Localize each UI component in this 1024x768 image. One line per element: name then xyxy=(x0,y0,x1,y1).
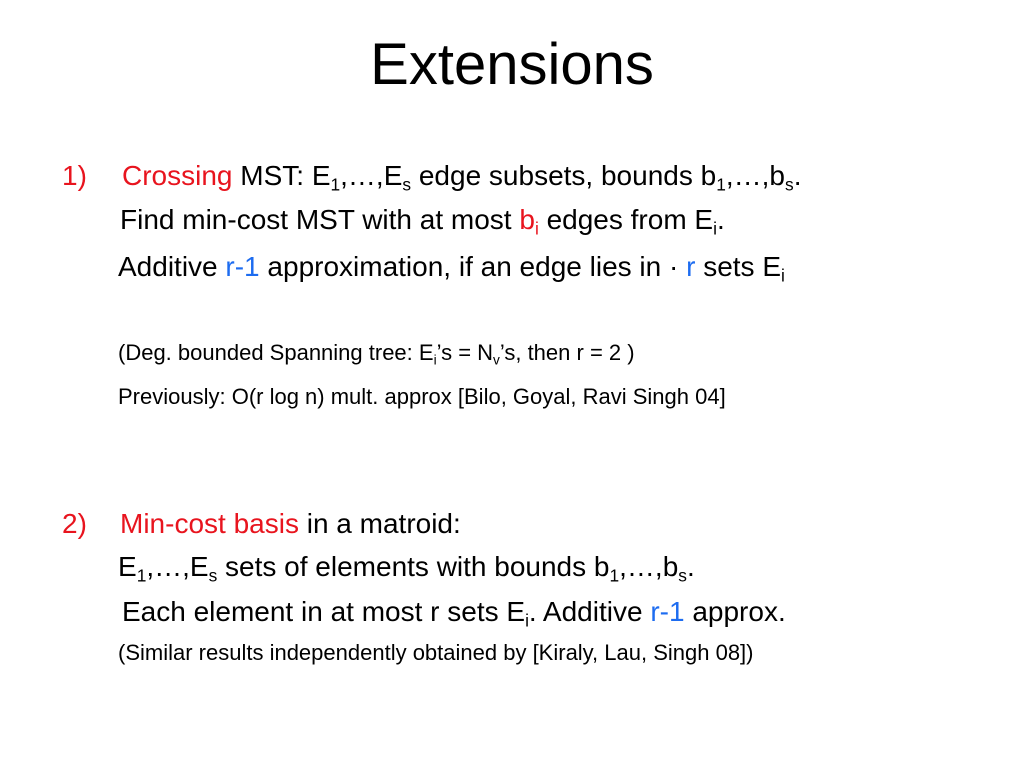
text: ,…,b xyxy=(725,160,785,191)
text: . xyxy=(793,160,802,191)
text: edges from E xyxy=(538,204,714,235)
additive-r-minus-1: r-1 xyxy=(225,251,260,282)
subscript: i xyxy=(534,218,539,239)
text: in a matroid: xyxy=(298,508,461,539)
text: Additive xyxy=(118,251,226,282)
text: sets E xyxy=(695,251,782,282)
text: . xyxy=(686,551,695,582)
subscript: v xyxy=(493,352,500,368)
text: . Additive xyxy=(528,596,651,627)
item1-line2 xyxy=(120,204,725,239)
item1-number: 1) xyxy=(62,160,87,191)
text: approx. xyxy=(684,596,786,627)
item1-line1 xyxy=(62,160,802,195)
item1-line3 xyxy=(118,251,785,286)
text: ’s, then r = 2 ) xyxy=(499,340,635,365)
item2-term: Min-cost basis xyxy=(120,508,299,539)
text: approximation, if an edge lies in · xyxy=(259,251,687,282)
item2-line3 xyxy=(122,596,786,631)
subscript: i xyxy=(713,218,717,239)
bound-b: b xyxy=(519,204,535,235)
subscript: s xyxy=(402,174,412,195)
subscript: s xyxy=(678,565,687,586)
subscript: i xyxy=(525,610,529,631)
text: ,…,E xyxy=(340,160,403,191)
item2-number: 2) xyxy=(62,508,87,539)
subscript: i xyxy=(433,352,437,368)
subscript: 1 xyxy=(330,174,341,195)
text: ,…,b xyxy=(619,551,679,582)
text: MST: E xyxy=(232,160,331,191)
subscript: i xyxy=(781,265,785,286)
text: ,…,E xyxy=(146,551,209,582)
item1-term: Crossing xyxy=(122,160,233,191)
text: (Deg. bounded Spanning tree: E xyxy=(118,340,434,365)
item2-line2 xyxy=(118,551,695,586)
text: Find min-cost MST with at most xyxy=(120,204,520,235)
text: edge subsets, bounds b xyxy=(411,160,717,191)
text: . xyxy=(716,204,725,235)
slide-title: Extensions xyxy=(370,32,654,97)
text: ’s = N xyxy=(436,340,494,365)
text: Each element in at most r sets E xyxy=(122,596,526,627)
r-value: r xyxy=(686,251,696,282)
item1-line4 xyxy=(118,340,635,368)
additive-r-minus-1: r-1 xyxy=(650,596,685,627)
text: sets of elements with bounds b xyxy=(217,551,610,582)
item1-line5: Previously: O(r log n) mult. approx [Bilo, Goyal, Ravi Singh 04] xyxy=(118,384,726,409)
item2-line4: (Similar results independently obtained by [Kiraly, Lau, Singh 08]) xyxy=(118,640,754,665)
subscript: 1 xyxy=(136,565,147,586)
subscript: s xyxy=(208,565,218,586)
text: E xyxy=(118,551,137,582)
item2-line1 xyxy=(62,508,461,540)
subscript: 1 xyxy=(609,565,620,586)
subscript: 1 xyxy=(716,174,726,195)
subscript: s xyxy=(785,174,794,195)
